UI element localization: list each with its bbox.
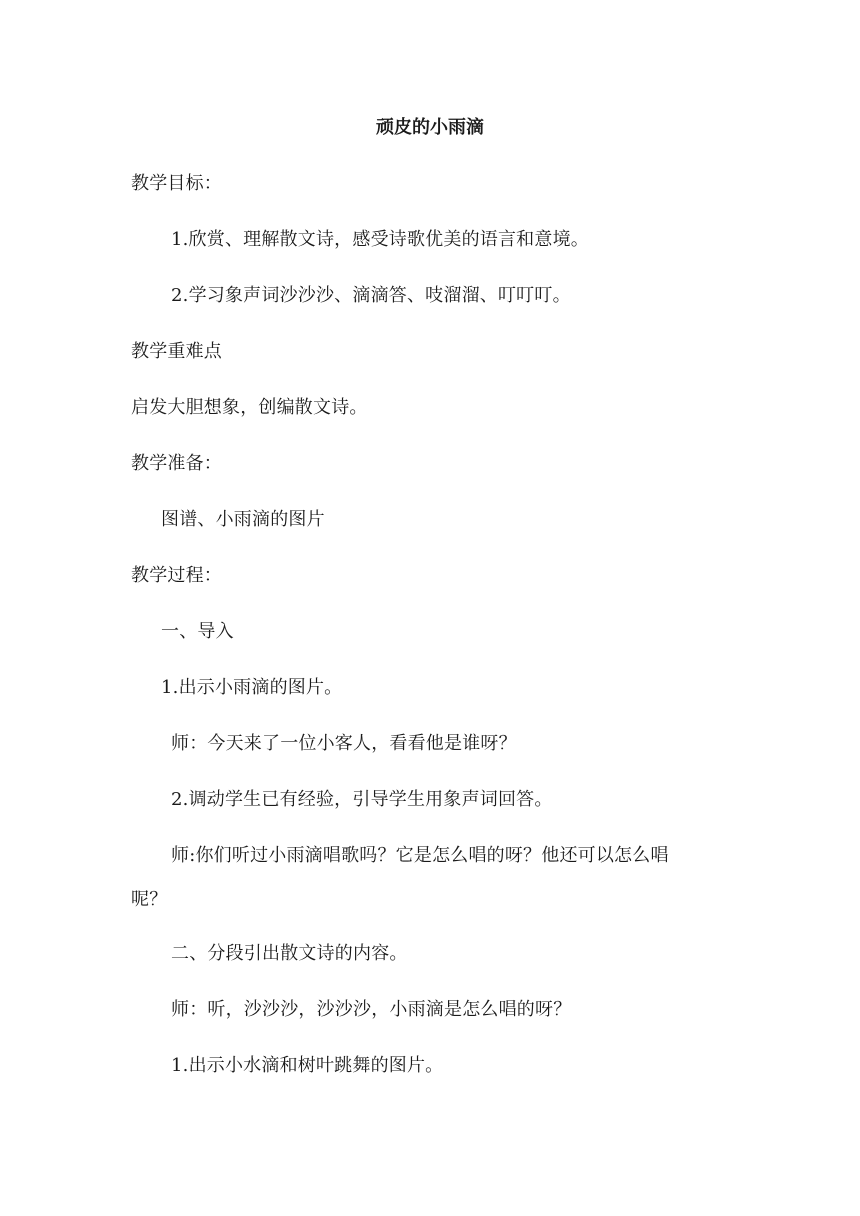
document-title: 顽皮的小雨滴 bbox=[376, 117, 484, 138]
goal-item-1: 1.欣赏、理解散文诗，感受诗歌优美的语言和意境。 bbox=[171, 229, 589, 250]
section-two-heading: 二、分段引出散文诗的内容。 bbox=[171, 943, 408, 964]
heading-teaching-goals: 教学目标： bbox=[131, 173, 222, 194]
teacher-line-1: 师：今天来了一位小客人，看看他是谁呀？ bbox=[171, 733, 517, 754]
heading-process: 教学过程： bbox=[131, 565, 222, 586]
teacher-line-3: 师：听，沙沙沙，沙沙沙，小雨滴是怎么唱的呀？ bbox=[171, 999, 572, 1020]
intro-step-2: 2.调动学生已有经验，引导学生用象声词回答。 bbox=[171, 789, 553, 810]
intro-step-1: 1.出示小雨滴的图片。 bbox=[161, 677, 343, 698]
teacher-line-2: 师:你们听过小雨滴唱歌吗？它是怎么唱的呀？他还可以怎么唱 bbox=[171, 845, 669, 866]
key-difficulties-text: 启发大胆想象，创编散文诗。 bbox=[131, 397, 368, 418]
teacher-line-2-continued: 呢？ bbox=[131, 889, 168, 910]
heading-preparation: 教学准备： bbox=[131, 453, 222, 474]
heading-key-difficulties: 教学重难点 bbox=[131, 341, 222, 362]
section-intro: 一、导入 bbox=[161, 621, 234, 642]
goal-item-2: 2.学习象声词沙沙沙、滴滴答、吱溜溜、叮叮叮。 bbox=[171, 285, 571, 306]
section-two-step-1: 1.出示小水滴和树叶跳舞的图片。 bbox=[171, 1055, 444, 1076]
preparation-text: 图谱、小雨滴的图片 bbox=[161, 509, 325, 530]
